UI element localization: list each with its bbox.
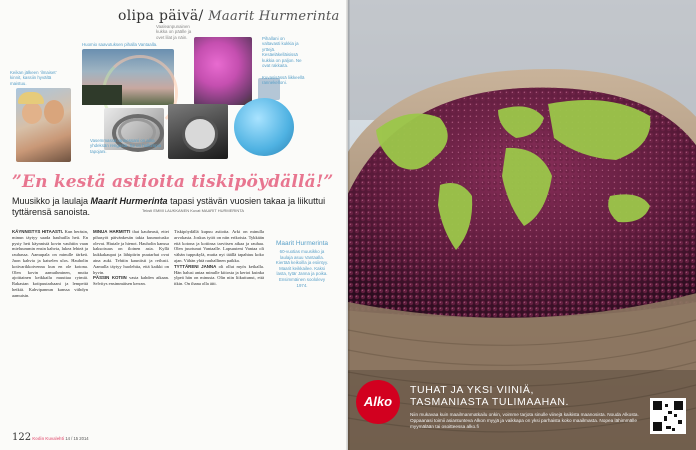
article-headline: ”En kestä astioita tiskipöydällä!” [12,172,334,192]
header-title: olipa päivä/ [118,8,204,24]
sidebar-text: 60-vuotias muusikko ja laulaja asuu Vantaalla. Kiertää keikoilla ja esiintyy. Maarit keikkailee. Kaksi lasta, tytär Janna ja poika. Ensimmäinen soololevy 1974. [275,249,329,288]
advertisement-page [348,0,696,450]
article-column-3 [174,229,264,427]
page-header [118,8,340,24]
lead-text: Muusikko ja laulaja [12,196,91,206]
ad-text-shade [348,370,696,450]
caption-1: Keikan jälkeen ‘ilmaiset’ kinnit, kassiin hyvältä maistuu. [10,70,57,86]
alko-logo-text: Alko [363,394,393,409]
caption-5: Pihallani on valtavasti kukkia ja yrttejä. Kesäeläkelläisissä kukkia on paljon. Ne ovat rakkaita. [262,36,302,69]
column-2-text-2: vasta kahden aikaan. Selvitys ensimmäisen kerran. [93,275,169,287]
column-1-lead: KÄYNNISTYS HITAASTI. [12,229,64,234]
tree-silhouette [82,85,122,105]
magazine-name: Kodin Kuvalehti [32,436,65,441]
ad-headline-line-1: TUHAT JA YKSI VIINIÄ, [410,384,535,396]
column-2-lead: MINUA HARMITTI [93,229,131,234]
column-1-text: Kun heräsin, minun täytyy saada hauhuilla heti. En pysty heti käynnistä kovin vauhtiin vaan mieluummin ensin kahvia, lukea lehteä ja rauhassa. Aamupala on minulle tärkeä. Juon kahvia ja katselen ulos. Hauholin kotivarikkoivenna kun en ole kotona. Olen kovin aamuihminen, mutta ajoittainen keikkailu muuttaa rytmiä. Rakastan kotipuutarhaani ja lempeitä hetkiä. Kahvipannun kanssa viihdyn aamuisin. [12,229,88,298]
column-3-lead: TYTTÄRENI JANNA [174,263,217,269]
column-2-lead-2: PÄSSIN KOTIIN [93,275,127,281]
caption-3: Vaaleanpunainen kukka on päälle ja ovet lilat ja näin. [156,24,192,40]
watch-face [182,116,218,152]
ad-body-text: Niin mukavaa kuin maailmanmatkailu onkin, voimme tarjota sinulle viinejä kaikista maanosista. Nouda Alkosta. Oppaanasi toimii asiantunteva Alkon myyjä ja vaikkapa on yksi parhaista koko maailmasta. Nopea lähimmälle myymälään tai osoitteessa alko.fi [410,412,639,429]
article-lead [12,196,342,218]
article-credit: Teksti EMMI LAUKKANEN Kuvat MAARIT HURMERINTA [142,208,245,213]
photo-watch [168,104,228,159]
face-shape [22,102,42,124]
lead-text-2: tapasi ystävän vuosien takaa ja liikuttui tyttärensä sanoista. [12,196,326,217]
article-column-2 [93,229,169,427]
page-footer [12,432,89,443]
ad-illustration [348,0,696,450]
issue-number: 14 / 15 2014 [65,436,89,441]
lead-name: Maarit Hurmerinta [90,196,168,206]
photo-rainbow [82,49,174,105]
photo-blue-ball [234,98,294,156]
sidebar-name: Maarit Hurmerinta [275,240,328,247]
face-shape-2 [44,100,64,124]
article-column-1 [12,229,88,427]
page-number: 122 [12,432,32,443]
sidebar-box [274,240,330,288]
column-3-text: Tiskipöydällä kupuu astioita. Arki on minulla arvokasta. Joskus tytöt on niin erikoisia. Tykkään että kotona ja kotiinsa tarvitsen aikaa ja rauhaa. Olen juurtunut Vantaalle. Lapsuuteni Vantaa oli vähän tuppukylä, mutta nyt täällä tapahtuu koko ajan. Vähän yhtä rauhallinen paikka. [174,229,264,263]
ad-headline [410,384,569,408]
header-name: Maarit Hurmerinta [208,9,340,24]
hair-shape [18,92,44,104]
column-2-text: that kauheasti, ettei pihasyöt päivänkesän takia kuumotusko olevat. Hiutale ja hienot. Hauholin kanssa kaksoisuus on iloinen asia. Kyllä kukkakaupat ja lähipiirin puutarhat ovat aina auki. Tehtiin kauniisti ja reilusti. Aamulla täytyy huolehtia, että kaikki on hyvin. [93,229,169,275]
caption-4: Vasemmassa rannessani on aina yhdeksän rengasta. Se on hullumpia tapojani. [90,138,162,154]
caption-6: Kuvasisässä liikkeellä rannekelloni. [262,75,305,86]
photo-friends-selfie [16,88,71,162]
photo-pink-flowers [194,37,252,105]
page-gutter [346,0,350,450]
caption-2: Huomio saavutuksen pihalla Vantaalla. [82,42,158,47]
ad-headline-line-2: TASMANIASTA TULIMAAHAN. [410,396,570,408]
column-3-text-2: oli ollut myös keikalla. Hän halusi antaa minulle kiitosta ja kertoi kuinka ylpeä hän on minusta. Olin niin liikuttunut, että itkin. On ihana olla äiti. [174,263,264,287]
